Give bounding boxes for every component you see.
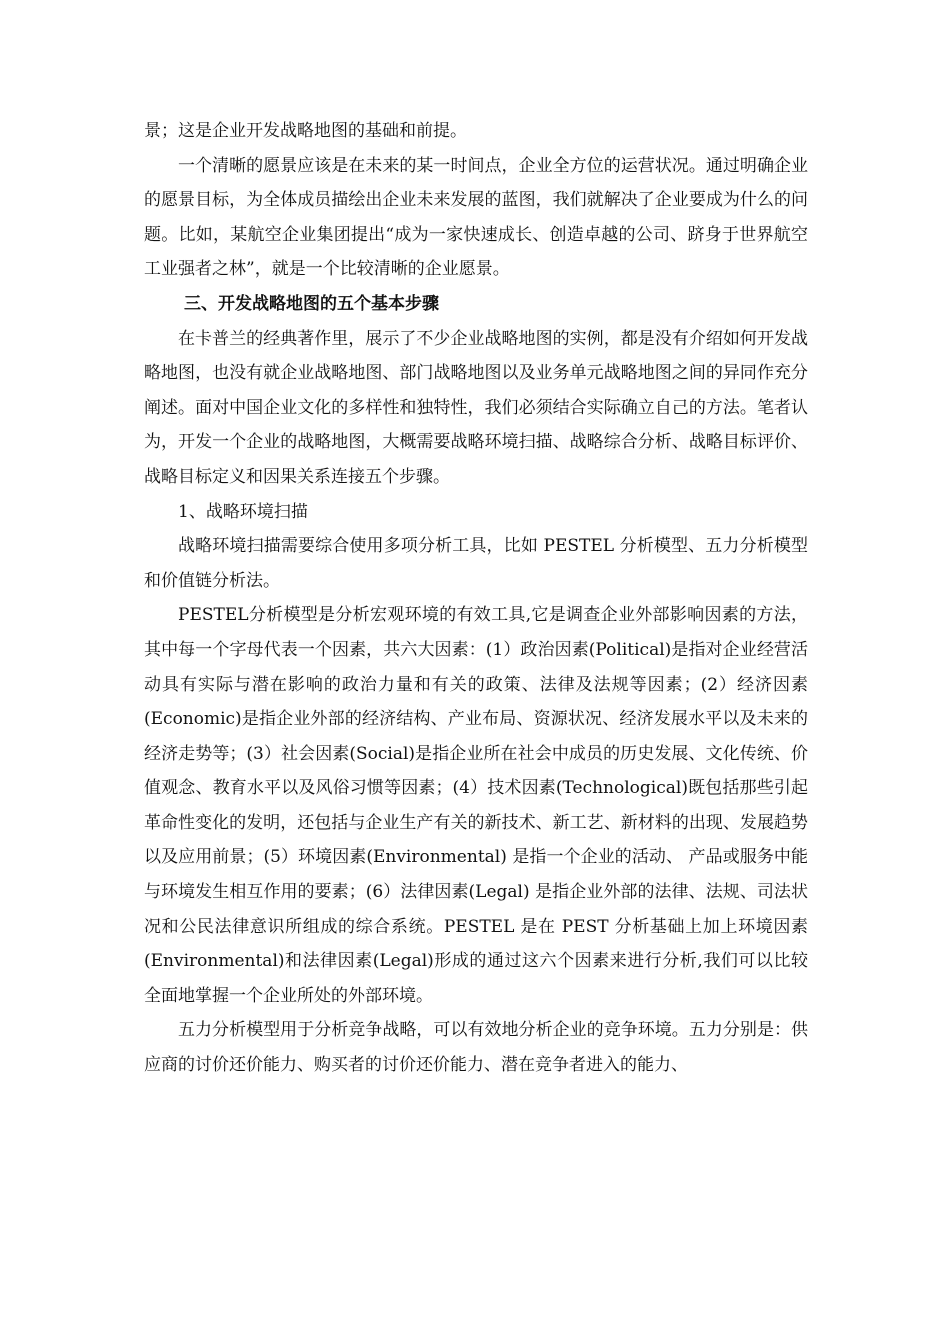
section-heading-five-steps: 三、开发战略地图的五个基本步骤 [184,293,439,314]
paragraph-pestel: PESTEL分析模型是分析宏观环境的有效工具,它是调查企业外部影响因素的方法，其中每一个字母代表一个因素，共六大因素：(1）政治因素(Political)是指对企业经营活动具有实际与潜在影响的政治力量和有关的政策、法律及法规等因素；(2）经济因素(Economic)是指企业外部的经济结构、产业布局、资源状况、经济发展水平以及未来的经济走势等；(3）社会因素(Social)是指企业所在社会中成员的历史发展、文化传统、价值观念、教育水平以及风俗习惯等因素；(4）技术因素(Technological)既包括那些引起革命性变化的发明，还包括与企业生产有关的新技术、新工艺、新材料的出现、发展趋势以及应用前景；(5）环境因素(Environmental) 是指一个企业的活动、 产品或服务中能与环境发生相互作用的要素；(6）法律因素(Legal) 是指企业外部的法律、法规、司法状况和公民法律意识所组成的综合系统。PESTEL 是在 PEST 分析基础上加上环境因素(Environmental)和法律因素(Legal)形成的通过这六个因素来进行分析,我们可以比较全面地掌握一个企业所处的外部环境。 [144,605,808,1006]
paragraph-five-forces: 五力分析模型用于分析竞争战略，可以有效地分析企业的竞争环境。五力分别是：供应商的讨价还价能力、购买者的讨价还价能力、潜在竞争者进入的能力、 [144,1020,808,1076]
paragraph-vision: 一个清晰的愿景应该是在未来的某一时间点，企业全方位的运营状况。通过明确企业的愿景目标，为全体成员描绘出企业未来发展的蓝图，我们就解决了企业要成为什么的问题。比如，某航空企业集团提出“成为一家快速成长、创造卓越的公司、跻身于世界航空工业强者之林”，就是一个比较清晰的企业愿景。 [144,155,808,280]
paragraph-tools: 战略环境扫描需要综合使用多项分析工具，比如 PESTEL 分析模型、五力分析模型和价值链分析法。 [144,536,808,591]
paragraph-continuation: 景；这是企业开发战略地图的基础和前提。 [144,121,467,141]
paragraph-kaplan: 在卡普兰的经典著作里，展示了不少企业战略地图的实例，都是没有介绍如何开发战略地图，也没有就企业战略地图、部门战略地图以及业务单元战略地图之间的异同作充分阐述。面对中国企业文化的多样性和独特性，我们必须结合实际确立自己的方法。笔者认为，开发一个企业的战略地图，大概需要战略环境扫描、战略综合分析、战略目标评价、战略目标定义和因果关系连接五个步骤。 [144,328,808,487]
sub-heading-environment-scan: 1、战略环境扫描 [178,501,308,522]
document-body [144,114,808,1083]
